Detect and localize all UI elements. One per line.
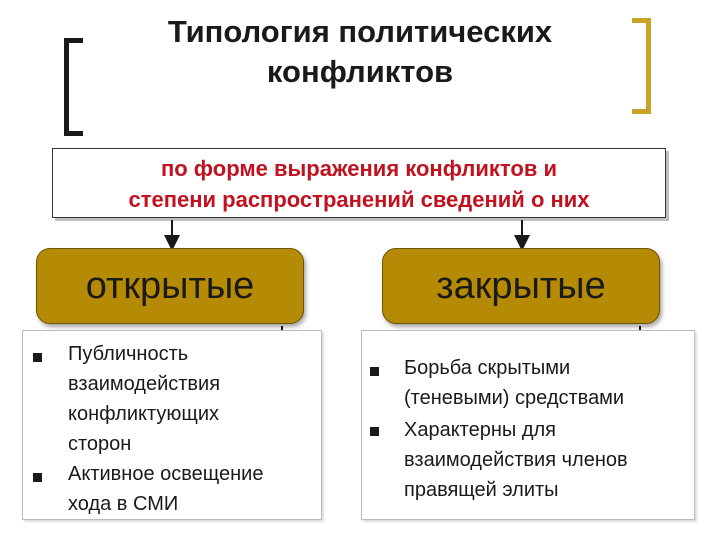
list-item: Характерны для взаимодействия членов правящей элиты bbox=[404, 419, 628, 501]
open-conflicts-list bbox=[22, 330, 322, 520]
title-line-2: конфликтов bbox=[266, 54, 454, 89]
title-line-1: Типология политических bbox=[167, 14, 553, 49]
criterion-line-1: по форме выражения конфликтов и bbox=[160, 156, 558, 181]
bullet-icon bbox=[33, 473, 42, 482]
bullet-icon bbox=[370, 427, 379, 436]
bullet-icon bbox=[370, 367, 379, 376]
criterion-line-2: степени распространений сведений о них bbox=[128, 187, 590, 212]
list-item: Борьба скрытыми (теневыми) средствами bbox=[404, 357, 625, 409]
type-box-open: открытые bbox=[36, 248, 304, 324]
type-box-closed: закрытые bbox=[382, 248, 660, 324]
list-item: Активное освещение хода в СМИ bbox=[68, 463, 264, 515]
bullet-icon bbox=[33, 353, 42, 362]
list-item: Публичность взаимодействия конфликтующих сторон bbox=[68, 343, 221, 455]
closed-conflicts-list bbox=[361, 330, 695, 520]
